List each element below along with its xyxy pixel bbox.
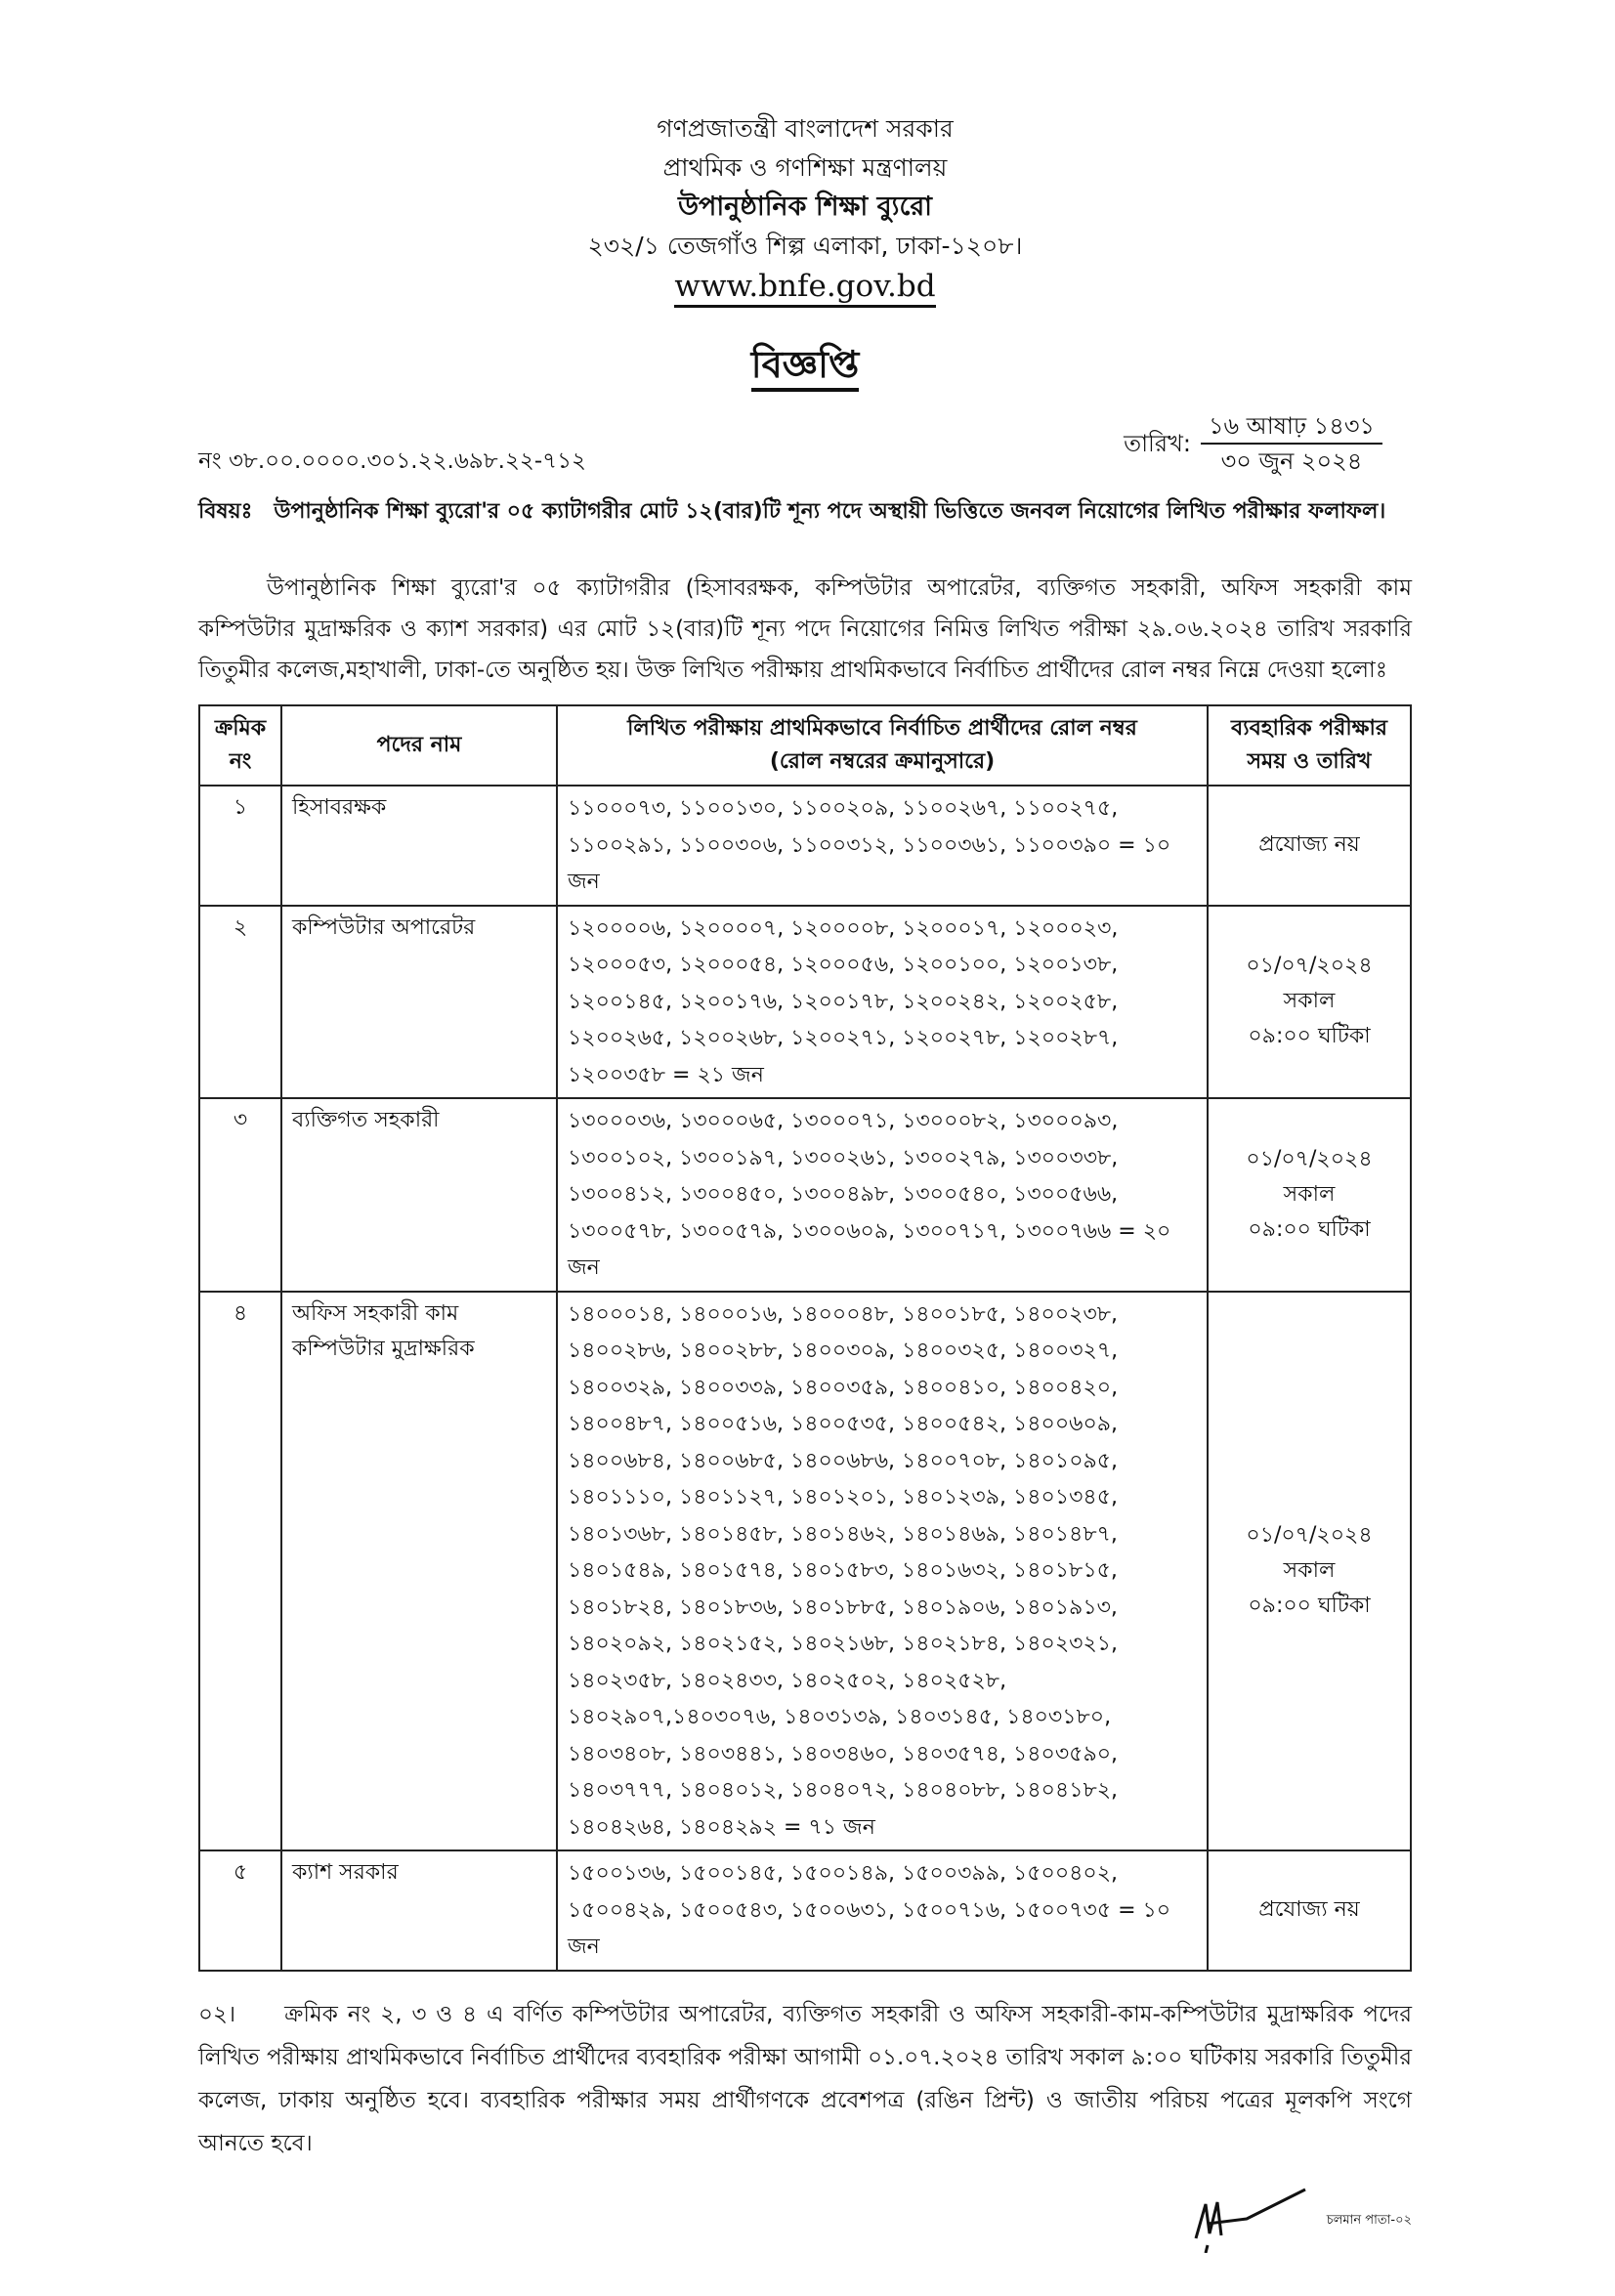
note-text: ক্রমিক নং ২, ৩ ও ৪ এ বর্ণিত কম্পিউটার অপারেটর, ব্যক্তিগত সহকারী ও অফিস সহকারী-কাম-কম্পিউটার মুদ্রাক্ষরিক পদের লিখিত পরীক্ষায় প্রাথমিকভাবে নির্বাচিত প্রার্থীদের ব্যবহারিক পরীক্ষা আগামী ০১.০৭.২০২৪ তারিখ সকাল ৯:০০ ঘটিকায় সরকারি তিতুমীর কলেজ, ঢাকায় অনুষ্ঠিত হবে। ব্যবহারিক পরীক্ষার সময় প্রার্থীগণকে প্রবেশপত্র (রঙিন প্রিন্ট) ও জাতীয় পরিচয় পত্রের মূলকপি সংগে আনতে হবে। (198, 2001, 1412, 2156)
results-table (198, 704, 1412, 1972)
practical-line: ০১/০৭/২০২৪ সকাল (1246, 1146, 1373, 1207)
table-header-row (199, 705, 1411, 786)
notice-title: বিজ্ঞপ্তি (198, 337, 1412, 400)
practical-cell (1208, 1850, 1411, 1971)
roll-line: ১৪০২৯০৭,১৪০৩০৭৬, ১৪০৩১৩৯, ১৪০৩১৪৫, ১৪০৩১৮০, (568, 1705, 1112, 1729)
subject-line (198, 495, 1412, 529)
roll-line: জন (568, 1255, 600, 1280)
signature (1188, 2185, 1315, 2257)
table-row (199, 1292, 1411, 1851)
serial-cell: ৫ (199, 1850, 281, 1971)
roll-line: ১৪০১১১০, ১৪০১১২৭, ১৪০১২০১, ১৪০১২৩৯, ১৪০১৩৪৫, (568, 1485, 1118, 1509)
serial-cell: ৪ (199, 1292, 281, 1851)
roll-line: ১৪০৩৪০৮, ১৪০৩৪৪১, ১৪০৩৪৬০, ১৪০৩৫৭৪, ১৪০৩৫৯০, (568, 1741, 1119, 1766)
table-row (199, 1850, 1411, 1971)
practical-line: ০১/০৭/২০২৪ সকাল (1246, 954, 1373, 1014)
note-number: ০২। (198, 2001, 236, 2027)
roll-line: জন (568, 1935, 600, 1959)
header-rolls: লিখিত পরীক্ষায় প্রাথমিকভাবে নির্বাচিত প্রার্থীদের রোল নম্বর (রোল নম্বরের ক্রমানুসারে) (557, 705, 1208, 786)
continued-page-note: চলমান পাতা-০২ (1326, 2212, 1412, 2228)
subject-text: উপানুষ্ঠানিক শিক্ষা ব্যুরো'র ০৫ ক্যাটাগরীর মোট ১২(বার)টি শূন্য পদে অস্থায়ী ভিত্তিতে জনবল নিয়োগের লিখিত পরীক্ষার ফলাফল। (274, 499, 1386, 524)
roll-line: ১৪০২০৯২, ১৪০২১৫২, ১৪০২১৬৮, ১৪০২১৮৪, ১৪০২৩২১, (568, 1632, 1119, 1656)
body-paragraph: উপানুষ্ঠানিক শিক্ষা ব্যুরো'র ০৫ ক্যাটাগরীর (হিসাবরক্ষক, কম্পিউটার অপারেটর, ব্যক্তিগত সহকারী, অফিস সহকারী কাম কম্পিউটার মুদ্রাক্ষরিক ও ক্যাশ সরকার) এর মোট ১২(বার)টি শূন্য পদে নিয়োগের নিমিত্ত লিখিত পরীক্ষা ২৯.০৬.২০২৪ তারিখ সরকারি তিতুমীর কলেজ,মহাখালী, ঢাকা-তে অনুষ্ঠিত হয়। উক্ত লিখিত পরীক্ষায় প্রাথমিকভাবে নির্বাচিত প্রার্থীদের রোল নম্বর নিম্নে দেওয়া হলোঃ (198, 575, 1412, 683)
website-link[interactable]: www.bnfe.gov.bd (674, 268, 935, 308)
header-serial: ক্রমিক নং (199, 705, 281, 786)
practical-line: প্রযোজ্য নয় (1258, 832, 1360, 858)
roll-line: ১৩০০০৩৬, ১৩০০০৬৫, ১৩০০০৭১, ১৩০০০৮২, ১৩০০০৯৩, (568, 1109, 1119, 1133)
practical-line: প্রযোজ্য নয় (1258, 1897, 1360, 1923)
header-practical: ব্যবহারিক পরীক্ষার সময় ও তারিখ (1208, 705, 1411, 786)
roll-line: ১৪০২৩৫৮, ১৪০২৪৩৩, ১৪০২৫০২, ১৪০২৫২৮, (568, 1668, 1007, 1693)
date-bangla: ১৬ আষাঢ় ১৪৩১ (1201, 409, 1382, 445)
post-cell: অফিস সহকারী কাম কম্পিউটার মুদ্রাক্ষরিক (281, 1292, 557, 1851)
roll-line: ১৫০০১৩৬, ১৫০০১৪৫, ১৫০০১৪৯, ১৫০০৩৯৯, ১৫০০৪০২, (568, 1861, 1119, 1886)
practical-line: ০৯:০০ ঘটিকা (1248, 1216, 1371, 1242)
post-cell: হিসাবরক্ষক (281, 786, 557, 906)
ministry-name: প্রাথমিক ও গণশিক্ষা মন্ত্রণালয় (662, 153, 948, 182)
header-post: পদের নাম (281, 705, 557, 786)
memo-row (198, 409, 1412, 478)
roll-line: ১২০০২৬৫, ১২০০২৬৮, ১২০০২৭১, ১২০০২৭৮, ১২০০২৮৭, (568, 1026, 1119, 1050)
roll-line: ১২০০০৫৩, ১২০০০৫৪, ১২০০০৫৬, ১২০০১০০, ১২০০১৩৮, (568, 953, 1119, 977)
practical-line: ০৯:০০ ঘটিকা (1248, 1024, 1371, 1049)
practical-cell (1208, 1292, 1411, 1851)
rolls-cell (557, 1850, 1208, 1971)
practical-cell (1208, 786, 1411, 906)
table-row (199, 1098, 1411, 1292)
serial-cell: ৩ (199, 1098, 281, 1292)
roll-line: ১৩০০৫৭৮, ১৩০০৫৭৯, ১৩০০৬০৯, ১৩০০৭১৭, ১৩০০৭৬৬ = ২০ (568, 1218, 1171, 1244)
roll-line: ১১০০০৭৩, ১১০০১৩০, ১১০০২০৯, ১১০০২৬৭, ১১০০২৭৫, (568, 796, 1119, 821)
memo-number: নং ৩৮.০০.০০০০.৩০১.২২.৬৯৮.২২-৭১২ (198, 448, 586, 474)
subject-label: বিষয়ঃ (198, 499, 253, 524)
roll-line: ১৪০০০১৪, ১৪০০০১৬, ১৪০০০৪৮, ১৪০০১৮৫, ১৪০০২৩৮, (568, 1301, 1119, 1327)
practical-line: ০৯:০০ ঘটিকা (1248, 1593, 1371, 1618)
table-row (199, 786, 1411, 906)
bureau-name: উপানুষ্ঠানিক শিক্ষা ব্যুরো (677, 191, 933, 222)
practical-cell (1208, 906, 1411, 1099)
letterhead (198, 109, 1412, 308)
roll-line: ১৪০০৪৮৭, ১৪০০৫১৬, ১৪০০৫৩৫, ১৪০০৫৪২, ১৪০০৬০৯, (568, 1412, 1119, 1436)
roll-line: ১১০০২৯১, ১১০০৩০৬, ১১০০৩১২, ১১০০৩৬১, ১১০০৩৯০ = ১০ জন (568, 832, 1171, 894)
date-label: তারিখ: (1124, 430, 1191, 457)
roll-line: ১২০০১৪৫, ১২০০১৭৬, ১২০০১৭৮, ১২০০২৪২, ১২০০২৫৮, (568, 989, 1119, 1014)
roll-line: ১৪০৩৭৭৭, ১৪০৪০১২, ১৪০৪০৭২, ১৪০৪০৮৮, ১৪০৪১৮২, (568, 1778, 1119, 1803)
practical-line: ০১/০৭/২০২৪ সকাল (1246, 1522, 1373, 1583)
roll-line: ১৪০০৩২৯, ১৪০০৩৩৯, ১৪০০৩৫৯, ১৪০০৪১০, ১৪০০৪২০, (568, 1375, 1119, 1400)
date-area (1124, 409, 1382, 478)
rolls-cell (557, 1098, 1208, 1292)
roll-line: ১৩০০১০২, ১৩০০১৯৭, ১৩০০২৬১, ১৩০০২৭৯, ১৩০০৩৩৮, (568, 1145, 1119, 1170)
date-english: ৩০ জুন ২০২৪ (1220, 447, 1363, 475)
roll-line: ১৪০৪২৬৪, ১৪০৪২৯২ = ৭১ জন (568, 1814, 875, 1840)
roll-line: ১৪০১৫৪৯, ১৪০১৫৭৪, ১৪০১৫৮৩, ১৪০১৬৩২, ১৪০১৮১৫, (568, 1558, 1118, 1583)
roll-line: ১৪০০৬৮৪, ১৪০০৬৮৫, ১৪০০৬৮৬, ১৪০০৭০৮, ১৪০১০৯৫, (568, 1448, 1119, 1473)
table-row (199, 906, 1411, 1099)
post-cell: ক্যাশ সরকার (281, 1850, 557, 1971)
roll-line: ১৪০১৩৬৮, ১৪০১৪৫৮, ১৪০১৪৬২, ১৪০১৪৬৯, ১৪০১৪৮৭, (568, 1521, 1118, 1547)
govt-name: গণপ্রজাতন্ত্রী বাংলাদেশ সরকার (657, 114, 954, 143)
roll-line: ১২০০০০৬, ১২০০০০৭, ১২০০০০৮, ১২০০০১৭, ১২০০০২৩, (568, 915, 1119, 941)
rolls-cell (557, 786, 1208, 906)
rolls-cell (557, 1292, 1208, 1851)
post-cell: কম্পিউটার অপারেটর (281, 906, 557, 1099)
roll-line: ১৫০০৪২৯, ১৫০০৫৪৩, ১৫০০৬৩১, ১৫০০৭১৬, ১৫০০৭৩৫ = ১০ (568, 1897, 1171, 1923)
post-cell: ব্যক্তিগত সহকারী (281, 1098, 557, 1292)
roll-line: ১৪০০২৮৬, ১৪০০২৮৮, ১৪০০৩০৯, ১৪০০৩২৫, ১৪০০৩২৭, (568, 1339, 1119, 1363)
serial-cell: ১ (199, 786, 281, 906)
roll-line: ১৩০০৪১২, ১৩০০৪৫০, ১৩০০৪৯৮, ১৩০০৫৪০, ১৩০০৫৬৬, (568, 1182, 1119, 1207)
signature-row (198, 2185, 1412, 2257)
address: ২৩২/১ তেজগাঁও শিল্প এলাকা, ঢাকা-১২০৮। (587, 232, 1023, 260)
note-paragraph (198, 1993, 1412, 2165)
serial-cell: ২ (199, 906, 281, 1099)
roll-line: ১২০০৩৫৮ = ২১ জন (568, 1062, 764, 1087)
practical-cell (1208, 1098, 1411, 1292)
roll-line: ১৪০১৮২৪, ১৪০১৮৩৬, ১৪০১৮৮৫, ১৪০১৯০৬, ১৪০১৯১৩, (568, 1594, 1118, 1620)
rolls-cell (557, 906, 1208, 1099)
date-block (1201, 409, 1382, 478)
